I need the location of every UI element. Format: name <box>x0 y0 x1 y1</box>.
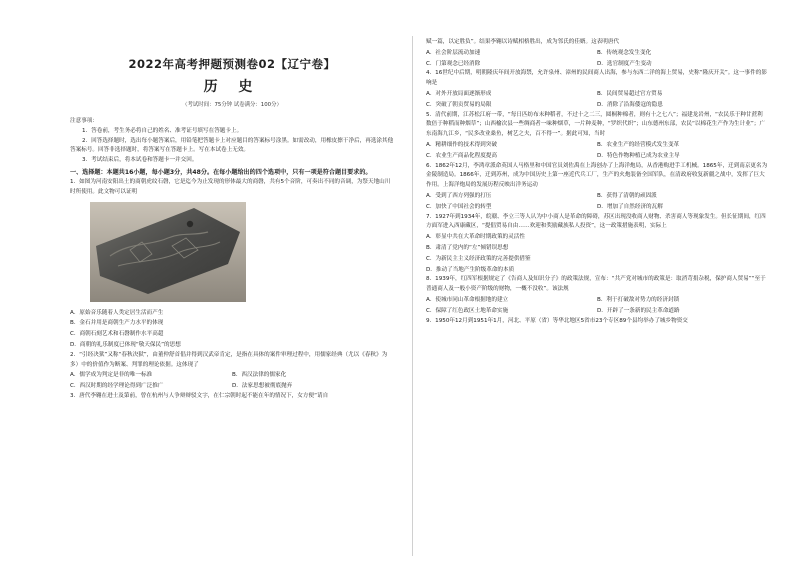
q6-option[interactable]: C．加快了中国社会的转型 <box>426 203 492 210</box>
q2-option[interactable]: B．西汉法律的儒家化 <box>232 372 287 379</box>
note-item: 2．回答选择题时，选出每小题答案后，用铅笔把答题卡上对应题目的答案标号涂黑。如需改动，用橡皮擦干净后，再选涂其他答案标号。回答非选择题时，将答案写在答题卡上。写在本试卷上无效。 <box>70 137 394 154</box>
exam-meta: （考试时间：75分钟 试卷满分：100分） <box>182 102 282 108</box>
page-title: 2022年高考押题预测卷02【辽宁卷】 <box>128 57 336 71</box>
q8-option[interactable]: D．开辟了一条新的民主革命道路 <box>597 307 680 314</box>
q2-option[interactable]: C．西汉时期的经学理论得到广泛推广 <box>70 383 164 390</box>
question-5-stem: 5．清代前期，江苏松江府一带，“每日匹纺布未种稻者，不过十之二三，圆桐种棉者，则有十之七八”；福建龙岩州，“农民乐于种甘蔗利数倍于种稻而种烟草”；山西榆次县一些绸商者一味种烟草，一片种麦种，“罗织代织”；山东德州东部，农民“以棉花生产作为生计业”；广东南海九江乡，“民多改业桑鱼，树艺之夫，百不得一”。据此可知，当时 <box>426 111 765 138</box>
question-9-stem: 9．1950年12月到1951年1月，河北、平原（省）等华北地区5省市23个专区89个县均举办了城乡物资交 <box>426 317 688 324</box>
q8-options-row <box>426 295 768 306</box>
q2-option[interactable]: D．法家思想被彻底抛弃 <box>232 383 293 390</box>
q6-options-row <box>426 202 768 213</box>
q3-options-row <box>426 48 768 59</box>
q7-option[interactable]: C．为新民主主义经济政策的完善提供借鉴 <box>426 255 531 262</box>
q6-option[interactable]: B．获得了清朝的顽固派 <box>597 192 657 199</box>
q5-options-row <box>426 151 768 162</box>
question-3-continued: 赋一篇，以定胜负”。结果李翱以诗赋相格胜出，成为邻氏的佳婿。这表明唐代 <box>426 39 620 45</box>
question-2-stem: 2．“引经决狱”又称“春秋决狱”，由董仲舒首倡并得到汉武帝肯定，是指在具体的案件审理过程中，用儒家经典（尤以《春秋》为多）中的价值作为断案、判罪的理论依据。这体现了 <box>70 351 388 368</box>
q7-option[interactable]: B．肃清了党内的“左”倾错误思想 <box>426 244 509 251</box>
note-item: 3．考试结束后，将本试卷和答题卡一并交回。 <box>82 157 198 164</box>
q8-option[interactable]: A．使城市同山革命根据地的建立 <box>426 296 509 303</box>
stone-chime-photo <box>90 202 246 302</box>
q7-option[interactable]: A．彰显中共在大革命时期政策的灵活性 <box>426 234 525 241</box>
q5-option[interactable]: C．农业生产商品化程度提高 <box>426 152 498 159</box>
q7-option[interactable]: D．推动了当地产生阶级革命的本质 <box>426 266 515 273</box>
question-1-stem: 1．如图为河南安阳出土的商朝虎纹石磬，它是迄今为止发现的形体最大的商磬，共有5个音阶，可奏出不同的音调，为祭天地山川时所使用。此文物可以证明 <box>70 178 391 195</box>
question-3-stem: 3．唐代李翱在进士及第前，曾在杭州与人争辩辩驳文字，在仁宗朝时起不能在年的情况下，女方便“请自 <box>70 392 329 399</box>
q3-option[interactable]: C．门第观念已经消除 <box>426 60 481 67</box>
q4-options-row <box>426 100 768 111</box>
q5-option[interactable]: B．农业生产的经营模式发生变革 <box>597 141 680 148</box>
q2-options-row <box>70 381 394 392</box>
q1-option[interactable]: D．商朝的礼乐制度已体现“敬天保民”的思想 <box>70 341 181 348</box>
q5-options-row <box>426 140 768 151</box>
q3-option[interactable]: B．传统观念发生变化 <box>597 49 652 56</box>
q5-option[interactable]: D．特色作物种植已成为农业主导 <box>597 152 680 159</box>
q8-option[interactable]: C．保障了红色政区土地革命实施 <box>426 307 509 314</box>
q3-options-row <box>426 59 768 70</box>
q1-option[interactable]: B．金石并用是商朝生产力水平的体现 <box>70 320 164 327</box>
q2-option[interactable]: A．儒学成为判定是非的唯一标准 <box>70 372 153 379</box>
stone-chime-image <box>90 202 246 302</box>
q6-option[interactable]: D．增加了自然经济的瓦解 <box>597 203 663 210</box>
q1-option[interactable]: C．商朝石刻艺术和石磬制作水平高超 <box>70 331 164 338</box>
q2-options-row <box>70 370 394 381</box>
question-8-stem: 8．1939年，红四军根据规定了《告商人及知识分子》的政策法规，宣布：“共产党对城市的政策是：取消苛捐杂税，保护商人贸易”“至于普通商人及一般小资产阶级的财物，一概不没收”。该法规 <box>426 276 766 293</box>
q6-options-row <box>426 191 768 202</box>
notes-heading: 注意事项： <box>70 118 98 124</box>
q8-option[interactable]: B．利于打破敌对势力的经济封锁 <box>597 296 680 303</box>
q6-option[interactable]: A．受到了西方列强的打压 <box>426 192 492 199</box>
right-column <box>412 0 794 562</box>
q5-option[interactable]: A．精耕细作的技术得到突破 <box>426 141 497 148</box>
subject-title: 历 史 <box>203 79 261 95</box>
q4-option[interactable]: A．对外开放局面逐渐形成 <box>426 90 492 97</box>
q4-options-row <box>426 89 768 100</box>
question-6-stem: 6．1862年12月，李鸿章派命英国人马格里和中国官员刘佐禹在上海创办了上海洋炮局，从香港购进手工机械。1865年，迁到南京更名为金陵制造局。1866年，迁到苏州，成为中国历史上第一座近代兵工厂，生产的火炮装备全国军队，在清政府收复新疆之战中，发挥了巨大作用。上海洋炮局的发展历程反映出洋务运动 <box>426 162 768 189</box>
q4-option[interactable]: D．消除了沿海倭寇的隐患 <box>597 101 663 108</box>
q4-option[interactable]: C．突破了朝贡贸易的局限 <box>426 101 492 108</box>
q4-option[interactable]: B．民间贸易超过官方贸易 <box>597 90 663 97</box>
section-heading: 一、选择题：本题共16小题，每小题3分，共48分。在每小题给出的四个选项中，只有一项是符合题目要求的。 <box>70 168 372 176</box>
note-item: 1．答卷前，考生务必将自己的姓名、准考证号填写在答题卡上。 <box>82 127 243 134</box>
question-4-stem: 4．16世纪中后期，明朝隆庆年间开放海禁，允许泉州、漳州的民间商人出海，参与东西二洋的海上贸易，史称“隆庆开关”。这一事件的影响是 <box>426 70 767 87</box>
q3-option[interactable]: D．选官制度产生变动 <box>597 60 652 67</box>
q1-option[interactable]: A．原始音乐随着人类定居生活而产生 <box>70 309 164 316</box>
q3-option[interactable]: A．社会阶层流动加速 <box>426 49 481 56</box>
q8-options-row <box>426 306 768 317</box>
question-7-stem: 7．1927年到1934年，皖赣、李立三等人认为中小商人是革命的障碍，苏区出现没收商人财物、杀害商人等现象发生。但长征期间，红四方面军进入西康藏区，“提倡贸易自由……欢迎和奖励藏族私人投资”，这一政策措施表明，实际上 <box>426 213 766 230</box>
